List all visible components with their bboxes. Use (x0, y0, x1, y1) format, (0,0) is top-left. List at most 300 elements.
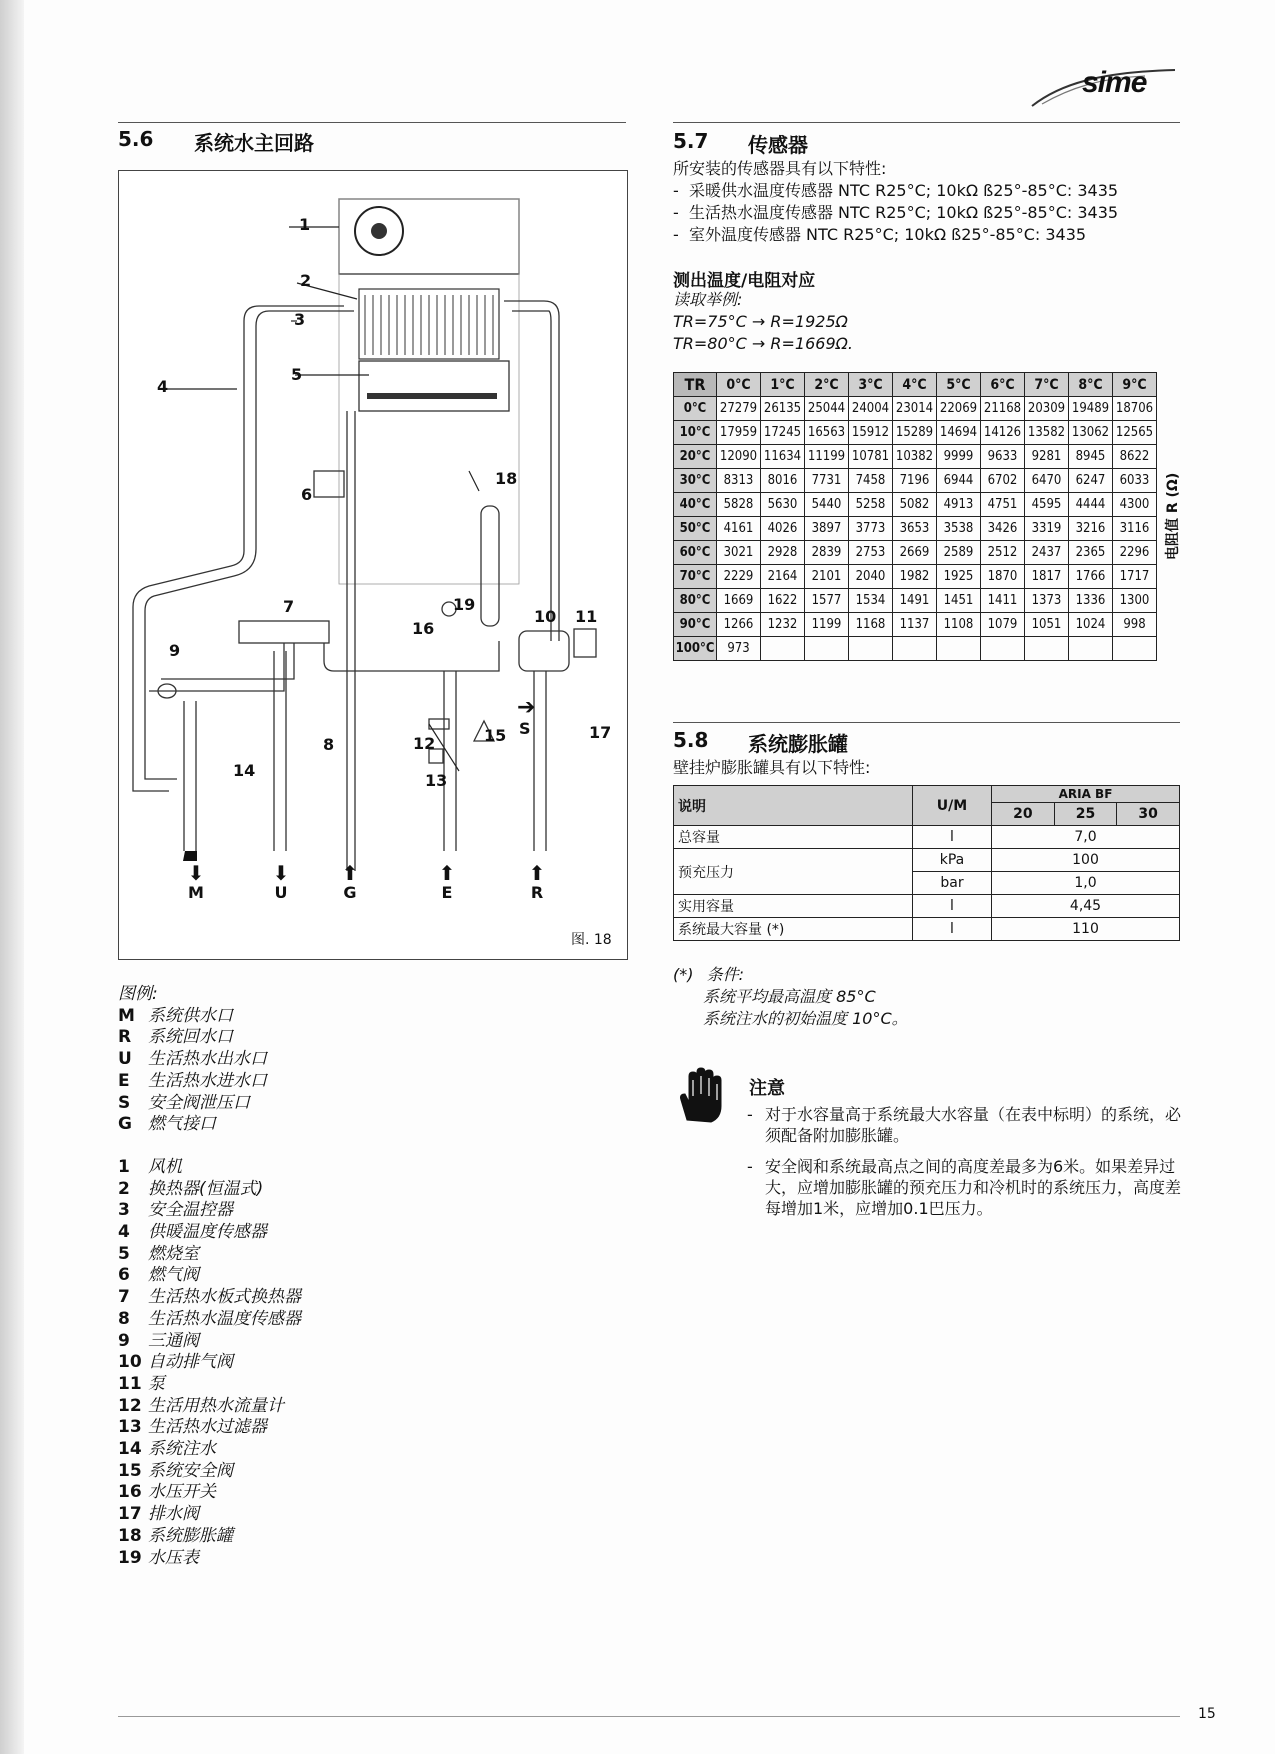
table-cell (1025, 637, 1069, 661)
plate-exchanger-shape (239, 621, 329, 643)
legend-item-row (118, 1287, 301, 1309)
legend-item-text: 系统注水 (148, 1439, 216, 1460)
legend-item-row (118, 1548, 301, 1570)
table-cell: 2040 (849, 565, 893, 589)
table-cell: 8945 (1069, 445, 1113, 469)
legend-item-row (118, 1504, 301, 1526)
legend-item-text: 系统安全阀 (148, 1460, 233, 1481)
table-row (674, 469, 1157, 493)
section-rule-left (118, 122, 626, 123)
table-cell: 2589 (937, 541, 981, 565)
column-header: 6°C (981, 373, 1025, 397)
row-header: 80°C (674, 589, 717, 613)
table-cell: 13062 (1069, 421, 1113, 445)
table-cell (893, 637, 937, 661)
legend-item-number: 17 (118, 1504, 142, 1525)
legend-item-row (118, 1439, 301, 1461)
resistance-axis-label: 电阻值 R (Ω) (1165, 472, 1181, 560)
table-cell (937, 637, 981, 661)
table-cell: 2296 (1113, 541, 1157, 565)
legend-item-row (118, 1331, 301, 1353)
table-cell: 3116 (1113, 517, 1157, 541)
row-unit: kPa (913, 849, 992, 872)
table-cell: 21168 (981, 397, 1025, 421)
connection-S: S (519, 719, 531, 738)
legend-item-row (118, 1417, 301, 1439)
fan-hub (371, 223, 387, 239)
table-cell: 3653 (893, 517, 937, 541)
legend-item-text: 生活热水过滤器 (148, 1417, 267, 1438)
legend-item-row (118, 1244, 301, 1266)
table-cell: 4913 (937, 493, 981, 517)
table-cell: 2928 (761, 541, 805, 565)
legend-item-number: 4 (118, 1222, 130, 1243)
callout-11: 11 (575, 607, 598, 626)
section-title-5-6: 系统水主回路 (194, 131, 314, 155)
subheading: 测出温度/电阻对应 (673, 271, 816, 291)
column-header: 1°C (761, 373, 805, 397)
table-cell (761, 637, 805, 661)
legend-item-number: 5 (118, 1243, 130, 1264)
arrow-down-icon: ⬇ (187, 861, 205, 885)
legend-item-text: 供暖温度传感器 (148, 1222, 267, 1243)
table-cell: 18706 (1113, 397, 1157, 421)
footnote-label: 条件: (706, 965, 744, 984)
table-cell: 15912 (849, 421, 893, 445)
section-number-5-7: 5.7 (673, 129, 709, 153)
legend-item-text: 风机 (148, 1156, 182, 1177)
callout-1: 1 (299, 215, 311, 234)
arrow-right-icon: ➔ (517, 695, 536, 720)
table-row (674, 849, 1180, 872)
callout-14: 14 (233, 761, 256, 780)
legend-item-text: 燃气阀 (148, 1265, 199, 1286)
connection-M (181, 863, 211, 902)
legend-items (118, 1157, 301, 1569)
notice-text-2: 安全阀和系统最高点之间的高度差最多为6米。如果差异过大，应增加膨胀罐的预充压力和冷机时的系统压力，高度差每增加1米，应增加0.1巴压力。 (765, 1157, 1182, 1218)
legend-item-text: 排水阀 (148, 1504, 199, 1525)
legend (118, 984, 301, 1569)
callout-8: 8 (323, 735, 335, 754)
row-header: 90°C (674, 613, 717, 637)
legend-code-row (118, 1006, 301, 1028)
callout-18: 18 (495, 469, 518, 488)
table-cell: 5082 (893, 493, 937, 517)
table-row (674, 541, 1157, 565)
table-cell: 1669 (717, 589, 761, 613)
legend-item-row (118, 1526, 301, 1548)
legend-item-row (118, 1396, 301, 1418)
row-desc: 系统最大容量 (*) (674, 918, 913, 941)
legend-item-number: 7 (118, 1287, 130, 1308)
legend-text: 燃气接口 (148, 1114, 216, 1135)
table-cell: 1232 (761, 613, 805, 637)
table-cell: 3538 (937, 517, 981, 541)
resistance-table-header (674, 373, 1157, 397)
table-cell: 1817 (1025, 565, 1069, 589)
legend-code: U (118, 1049, 132, 1070)
section-title-5-7: 传感器 (748, 133, 808, 157)
legend-item-number: 12 (118, 1395, 142, 1416)
section-title-5-8: 系统膨胀罐 (748, 732, 848, 756)
table-cell: 4444 (1069, 493, 1113, 517)
arrow-up-icon: ⬆ (528, 861, 546, 885)
connection-label-M: M (188, 883, 204, 902)
table-cell: 1168 (849, 613, 893, 637)
connection-label-E: E (441, 883, 453, 902)
legend-code-row (118, 1027, 301, 1049)
pump-motor (574, 629, 596, 657)
column-header: 9°C (1113, 373, 1157, 397)
table-cell: 5828 (717, 493, 761, 517)
table-cell: 6247 (1069, 469, 1113, 493)
hand-stop-icon (673, 1066, 731, 1124)
table-cell: 1108 (937, 613, 981, 637)
row-header: 50°C (674, 517, 717, 541)
legend-item-number: 10 (118, 1352, 142, 1373)
table-row (674, 493, 1157, 517)
legend-item-text: 系统膨胀罐 (148, 1525, 233, 1546)
column-header: 2°C (805, 373, 849, 397)
table-cell: 7731 (805, 469, 849, 493)
table-cell: 22069 (937, 397, 981, 421)
table-cell: 4595 (1025, 493, 1069, 517)
connection-label-U: U (274, 883, 288, 902)
table-cell: 3897 (805, 517, 849, 541)
brand-logo (1030, 64, 1180, 108)
footnote-line-1: 系统平均最高温度 85°C (703, 987, 876, 1006)
table-cell: 24004 (849, 397, 893, 421)
legend-item-number: 9 (118, 1330, 130, 1351)
footnote-line-2: 系统注水的初始温度 10°C。 (703, 1009, 908, 1028)
row-value: 1,0 (992, 872, 1180, 895)
connection-R (522, 863, 552, 902)
col-size-25: 25 (1054, 803, 1117, 826)
dash-icon: - (747, 1105, 753, 1124)
legend-item-number: 1 (118, 1156, 130, 1177)
row-unit: l (913, 895, 992, 918)
figure-label: 图. 18 (571, 932, 612, 948)
row-value: 100 (992, 849, 1180, 872)
table-cell: 10382 (893, 445, 937, 469)
section-rule-5-8 (673, 722, 1180, 723)
connection-U (266, 863, 296, 902)
table-cell: 1336 (1069, 589, 1113, 613)
table-cell: 1051 (1025, 613, 1069, 637)
legend-code: M (118, 1005, 135, 1026)
table-cell: 1534 (849, 589, 893, 613)
row-value: 7,0 (992, 826, 1180, 849)
callout-5: 5 (291, 365, 303, 384)
callout-4: 4 (157, 377, 169, 396)
legend-text: 系统回水口 (148, 1027, 233, 1048)
table-cell: 1137 (893, 613, 937, 637)
table-cell: 2512 (981, 541, 1025, 565)
row-header: 60°C (674, 541, 717, 565)
dash-icon: - (747, 1157, 753, 1176)
expansion-tank-table (673, 785, 1180, 941)
boiler-body (339, 199, 519, 584)
callout-2: 2 (300, 271, 312, 290)
legend-item-number: 6 (118, 1265, 130, 1286)
legend-item-row (118, 1222, 301, 1244)
table-row (674, 589, 1157, 613)
table-cell: 8313 (717, 469, 761, 493)
connection-E (432, 863, 462, 902)
expansion-tank-shape (481, 506, 499, 626)
callout-9: 9 (169, 641, 181, 660)
legend-code-row (118, 1071, 301, 1093)
table-cell: 6702 (981, 469, 1025, 493)
legend-text: 安全阀泄压口 (148, 1092, 250, 1113)
row-header: 0°C (674, 397, 717, 421)
sensor-intro: 所安装的传感器具有以下特性: (673, 159, 887, 178)
table-cell: 8622 (1113, 445, 1157, 469)
connection-label-G: G (343, 883, 357, 902)
notice-title: 注意 (749, 1078, 785, 1099)
table-cell: 1024 (1069, 613, 1113, 637)
table-cell: 4161 (717, 517, 761, 541)
table-row (674, 613, 1157, 637)
table-cell: 5258 (849, 493, 893, 517)
table-cell: 16563 (805, 421, 849, 445)
table-cell: 1982 (893, 565, 937, 589)
callout-10: 10 (534, 607, 557, 626)
table-cell: 1199 (805, 613, 849, 637)
table-cell: 2753 (849, 541, 893, 565)
table-cell (981, 637, 1025, 661)
legend-text: 系统供水口 (148, 1005, 233, 1026)
arrow-down-icon: ⬇ (272, 861, 290, 885)
table-cell: 7458 (849, 469, 893, 493)
page-left-edge (0, 0, 24, 1754)
table-cell: 1300 (1113, 589, 1157, 613)
table-cell: 17959 (717, 421, 761, 445)
table-row (674, 445, 1157, 469)
legend-item-row (118, 1200, 301, 1222)
row-header: 20°C (674, 445, 717, 469)
gas-valve-shape (314, 471, 344, 497)
col-model: ARIA BF (992, 786, 1180, 803)
table-cell: 1373 (1025, 589, 1069, 613)
legend-item-text: 自动排气阀 (148, 1352, 233, 1373)
table-cell: 2101 (805, 565, 849, 589)
table-cell: 26135 (761, 397, 805, 421)
section-number-5-6: 5.6 (118, 127, 154, 151)
table-cell: 9633 (981, 445, 1025, 469)
row-header: 30°C (674, 469, 717, 493)
col-size-30: 30 (1117, 803, 1180, 826)
legend-item-text: 三通阀 (148, 1330, 199, 1351)
table-cell: 6944 (937, 469, 981, 493)
table-cell: 998 (1113, 613, 1157, 637)
table-cell (1069, 637, 1113, 661)
callout-6: 6 (301, 485, 313, 504)
table-cell: 2437 (1025, 541, 1069, 565)
row-desc: 实用容量 (674, 895, 913, 918)
connection-G (335, 863, 365, 902)
legend-codes (118, 1006, 301, 1136)
resistance-table (673, 372, 1157, 661)
table-cell: 2229 (717, 565, 761, 589)
col-unit: U/M (913, 786, 992, 826)
table-cell (1113, 637, 1157, 661)
section-rule-right (673, 122, 1180, 123)
footnote-mark: (*) (673, 965, 694, 984)
row-desc: 预充压力 (674, 849, 913, 895)
table-cell: 1925 (937, 565, 981, 589)
table-cell: 6033 (1113, 469, 1157, 493)
table-cell: 7196 (893, 469, 937, 493)
row-unit: bar (913, 872, 992, 895)
legend-item-number: 19 (118, 1547, 142, 1568)
table-cell: 10781 (849, 445, 893, 469)
sensor-bullet: - 室外温度传感器 NTC R25°C; 10kΩ ß25°-85°C: 3435 (673, 225, 1087, 244)
footer-rule (118, 1716, 1180, 1717)
legend-code: E (118, 1070, 130, 1091)
example-2: TR=80°C → R=1669Ω. (673, 334, 853, 353)
table-cell: 3021 (717, 541, 761, 565)
callout-3: 3 (294, 310, 306, 329)
table-cell: 3216 (1069, 517, 1113, 541)
example-1: TR=75°C → R=1925Ω (673, 312, 848, 331)
table-cell: 14126 (981, 421, 1025, 445)
hydraulic-circuit-drawing (119, 171, 627, 959)
legend-item-text: 生活热水板式换热器 (148, 1287, 301, 1308)
hydraulic-diagram (118, 170, 628, 960)
legend-item-text: 水压开关 (148, 1482, 216, 1503)
legend-item-text: 生活用热水流量计 (148, 1395, 284, 1416)
row-header: 70°C (674, 565, 717, 589)
table-row (674, 918, 1180, 941)
table-cell: 3426 (981, 517, 1025, 541)
legend-item-row (118, 1482, 301, 1504)
legend-item-text: 换热器(恒温式) (148, 1178, 264, 1199)
legend-item-text: 水压表 (148, 1547, 199, 1568)
legend-item-text: 生活热水温度传感器 (148, 1308, 301, 1329)
legend-item-number: 2 (118, 1178, 130, 1199)
callout-12: 12 (413, 734, 436, 753)
row-header: 40°C (674, 493, 717, 517)
row-value: 4,45 (992, 895, 1180, 918)
table-cell: 3773 (849, 517, 893, 541)
table-cell: 12565 (1113, 421, 1157, 445)
notice-item-2 (747, 1156, 1185, 1219)
table-cell: 15289 (893, 421, 937, 445)
legend-item-text: 安全温控器 (148, 1200, 233, 1221)
column-header: 4°C (893, 373, 937, 397)
legend-item-row (118, 1352, 301, 1374)
legend-code-row (118, 1114, 301, 1136)
table-cell: 5440 (805, 493, 849, 517)
column-header: 3°C (849, 373, 893, 397)
table-cell: 4026 (761, 517, 805, 541)
legend-text: 生活热水出水口 (148, 1049, 267, 1070)
tank-intro: 壁挂炉膨胀罐具有以下特性: (673, 758, 871, 777)
table-cell: 13582 (1025, 421, 1069, 445)
legend-item-number: 14 (118, 1439, 142, 1460)
table-cell: 12090 (717, 445, 761, 469)
arrow-up-icon: ⬆ (438, 861, 456, 885)
legend-text: 生活热水进水口 (148, 1070, 267, 1091)
table-cell: 9281 (1025, 445, 1069, 469)
legend-item-row (118, 1461, 301, 1483)
table-row (674, 397, 1157, 421)
legend-item-row (118, 1309, 301, 1331)
arrow-up-icon: ⬆ (341, 861, 359, 885)
connection-label-R: R (530, 883, 544, 902)
table-cell: 8016 (761, 469, 805, 493)
callout-15: 15 (484, 726, 507, 745)
table-cell: 1622 (761, 589, 805, 613)
table-corner: TR (674, 373, 717, 397)
table-cell: 2669 (893, 541, 937, 565)
legend-item-text: 燃烧室 (148, 1243, 199, 1264)
row-header: 10°C (674, 421, 717, 445)
legend-title: 图例: (118, 984, 158, 1004)
legend-item-number: 8 (118, 1308, 130, 1329)
table-cell: 17245 (761, 421, 805, 445)
table-cell: 11634 (761, 445, 805, 469)
table-cell: 27279 (717, 397, 761, 421)
row-header: 100°C (674, 637, 717, 661)
callout-19: 19 (453, 595, 476, 614)
table-row (674, 565, 1157, 589)
flowmeter-shape (429, 719, 449, 729)
notice-item-1 (747, 1104, 1185, 1146)
table-cell: 14694 (937, 421, 981, 445)
table-cell: 1491 (893, 589, 937, 613)
legend-item-row (118, 1157, 301, 1179)
table-row (674, 826, 1180, 849)
table-cell: 973 (717, 637, 761, 661)
table-cell: 6470 (1025, 469, 1069, 493)
column-header: 0°C (717, 373, 761, 397)
footnote (673, 964, 744, 985)
table-cell: 2839 (805, 541, 849, 565)
pump-block (519, 631, 569, 671)
table-cell: 2365 (1069, 541, 1113, 565)
table-cell: 11199 (805, 445, 849, 469)
brand-name: sime (1082, 66, 1147, 99)
section-number-5-8: 5.8 (673, 728, 709, 752)
sensor-bullet: - 采暖供水温度传感器 NTC R25°C; 10kΩ ß25°-85°C: 3435 (673, 181, 1119, 200)
row-value: 110 (992, 918, 1180, 941)
callout-16: 16 (412, 619, 435, 638)
legend-item-row (118, 1265, 301, 1287)
table-row (674, 421, 1157, 445)
table-cell: 1717 (1113, 565, 1157, 589)
col-description: 说明 (674, 786, 913, 826)
notice-text-1: 对于水容量高于系统最大水容量（在表中标明）的系统，必须配备附加膨胀罐。 (765, 1105, 1182, 1145)
table-cell (805, 637, 849, 661)
example-label: 读取举例: (673, 290, 743, 309)
table-cell: 25044 (805, 397, 849, 421)
legend-item-text: 泵 (148, 1373, 165, 1394)
page-number: 15 (1198, 1706, 1216, 1722)
legend-code-row (118, 1093, 301, 1115)
legend-item-row (118, 1179, 301, 1201)
table-row (674, 517, 1157, 541)
table-cell: 1079 (981, 613, 1025, 637)
table-cell: 1577 (805, 589, 849, 613)
legend-item-row (118, 1374, 301, 1396)
table-row (674, 895, 1180, 918)
table-cell: 3319 (1025, 517, 1069, 541)
legend-item-number: 11 (118, 1373, 142, 1394)
table-cell: 2164 (761, 565, 805, 589)
table-cell: 23014 (893, 397, 937, 421)
